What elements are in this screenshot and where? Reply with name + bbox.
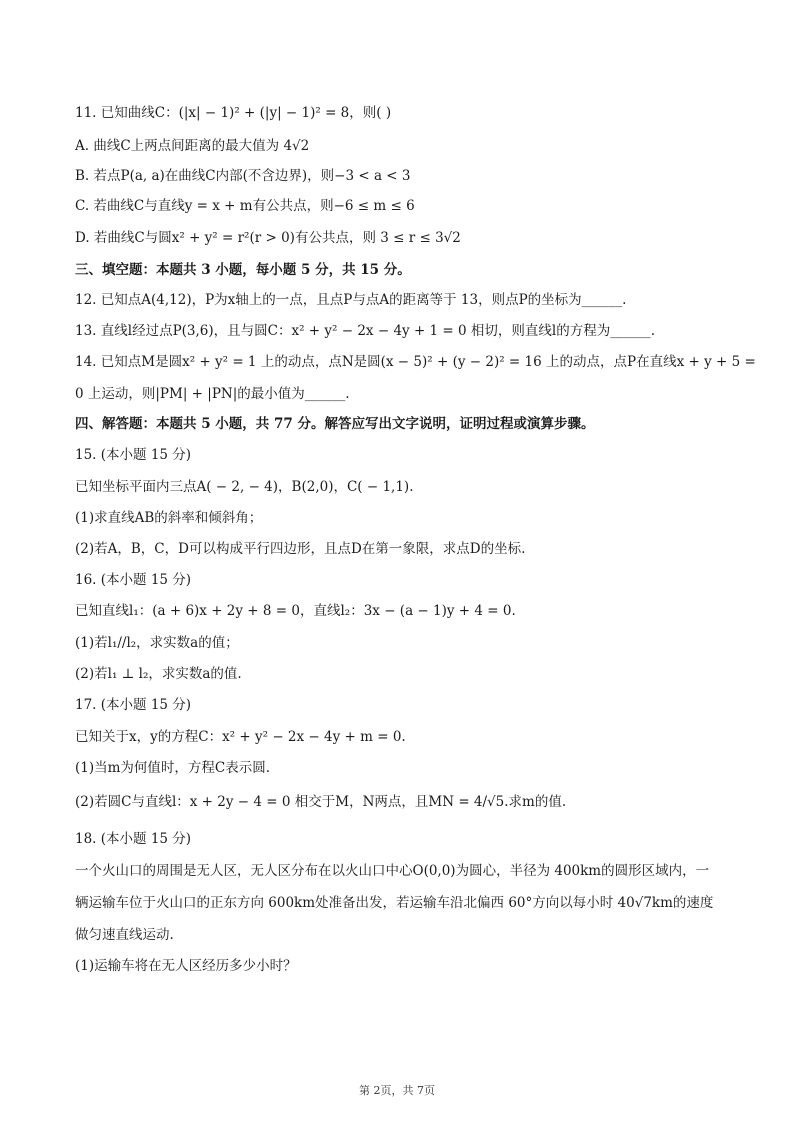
question-11-option-c: C. 若曲线C与直线y = x + m有公共点，则−6 ≤ m ≤ 6 [75,198,415,214]
question-15-part-2: (2)若A，B，C，D可以构成平行四边形，且点D在第一象限，求点D的坐标. [75,541,526,557]
question-14-line-2: 0 上运动，则|PM| + |PN|的最小值为______. [75,386,350,402]
question-17-stem: 已知关于x，y的方程C：x² + y² − 2x − 4y + m = 0. [75,729,406,745]
question-12: 12. 已知点A(4,12)，P为x轴上的一点，且点P与点A的距离等于 13，则点P的坐标为______. [75,292,627,308]
page-footer: 第 2页，共 7页 [359,1084,435,1097]
question-18-part-1: (1)运输车将在无人区经历多少小时？ [75,958,297,974]
question-16-stem: 已知直线l₁：(a + 6)x + 2y + 8 = 0，直线l₂：3x − (a − 1)y + 4 = 0. [75,603,516,619]
question-18-heading: 18. (本小题 15 分) [75,831,192,847]
question-17-part-2: (2)若圆C与直线l：x + 2y − 4 = 0 相交于M，N两点，且MN = 4/√5.求m的值. [75,794,567,810]
question-14-line-1: 14. 已知点M是圆x² + y² = 1 上的动点，点N是圆(x − 5)² + (y − 2)² = 16 上的动点，点P在直线x + y + 5 = [75,354,756,370]
question-16-part-1: (1)若l₁//l₂，求实数a的值； [75,635,239,651]
question-17-part-1: (1)当m为何值时，方程C表示圆. [75,760,271,776]
question-17-heading: 17. (本小题 15 分) [75,697,192,713]
question-11-option-b: B. 若点P(a, a)在曲线C内部(不含边界)，则−3 < a < 3 [75,168,411,184]
question-15-heading: 15. (本小题 15 分) [75,447,192,463]
section-4-heading: 四、解答题：本题共 5 小题，共 77 分。解答应写出文字说明，证明过程或演算步骤。 [75,416,595,432]
question-18-stem-line-2: 辆运输车位于火山口的正东方向 600km处准备出发，若运输车沿北偏西 60°方向以每小时 40√7km的速度 [75,895,714,911]
question-11-stem: 11. 已知曲线C：(|x| − 1)² + (|y| − 1)² = 8，则( ) [75,105,392,121]
section-3-heading: 三、填空题：本题共 3 小题，每小题 5 分，共 15 分。 [75,262,411,278]
question-16-heading: 16. (本小题 15 分) [75,572,192,588]
question-16-part-2: (2)若l₁ ⊥ l₂，求实数a的值. [75,666,242,682]
question-15-stem: 已知坐标平面内三点A( − 2, − 4)，B(2,0)，C( − 1,1). [75,479,414,495]
question-18-stem-line-1: 一个火山口的周围是无人区，无人区分布在以火山口中心O(0,0)为圆心，半径为 400km的圆形区域内，一 [75,863,710,879]
question-11-option-a: A. 曲线C上两点间距离的最大值为 4√2 [75,138,310,154]
question-18-stem-line-3: 做匀速直线运动. [75,927,174,943]
question-15-part-1: (1)求直线AB的斜率和倾斜角； [75,510,263,526]
question-13: 13. 直线l经过点P(3,6)，且与圆C：x² + y² − 2x − 4y + 1 = 0 相切，则直线l的方程为______. [75,323,656,339]
question-11-option-d: D. 若曲线C与圆x² + y² = r²(r > 0)有公共点，则 3 ≤ r ≤ 3√2 [75,230,461,246]
